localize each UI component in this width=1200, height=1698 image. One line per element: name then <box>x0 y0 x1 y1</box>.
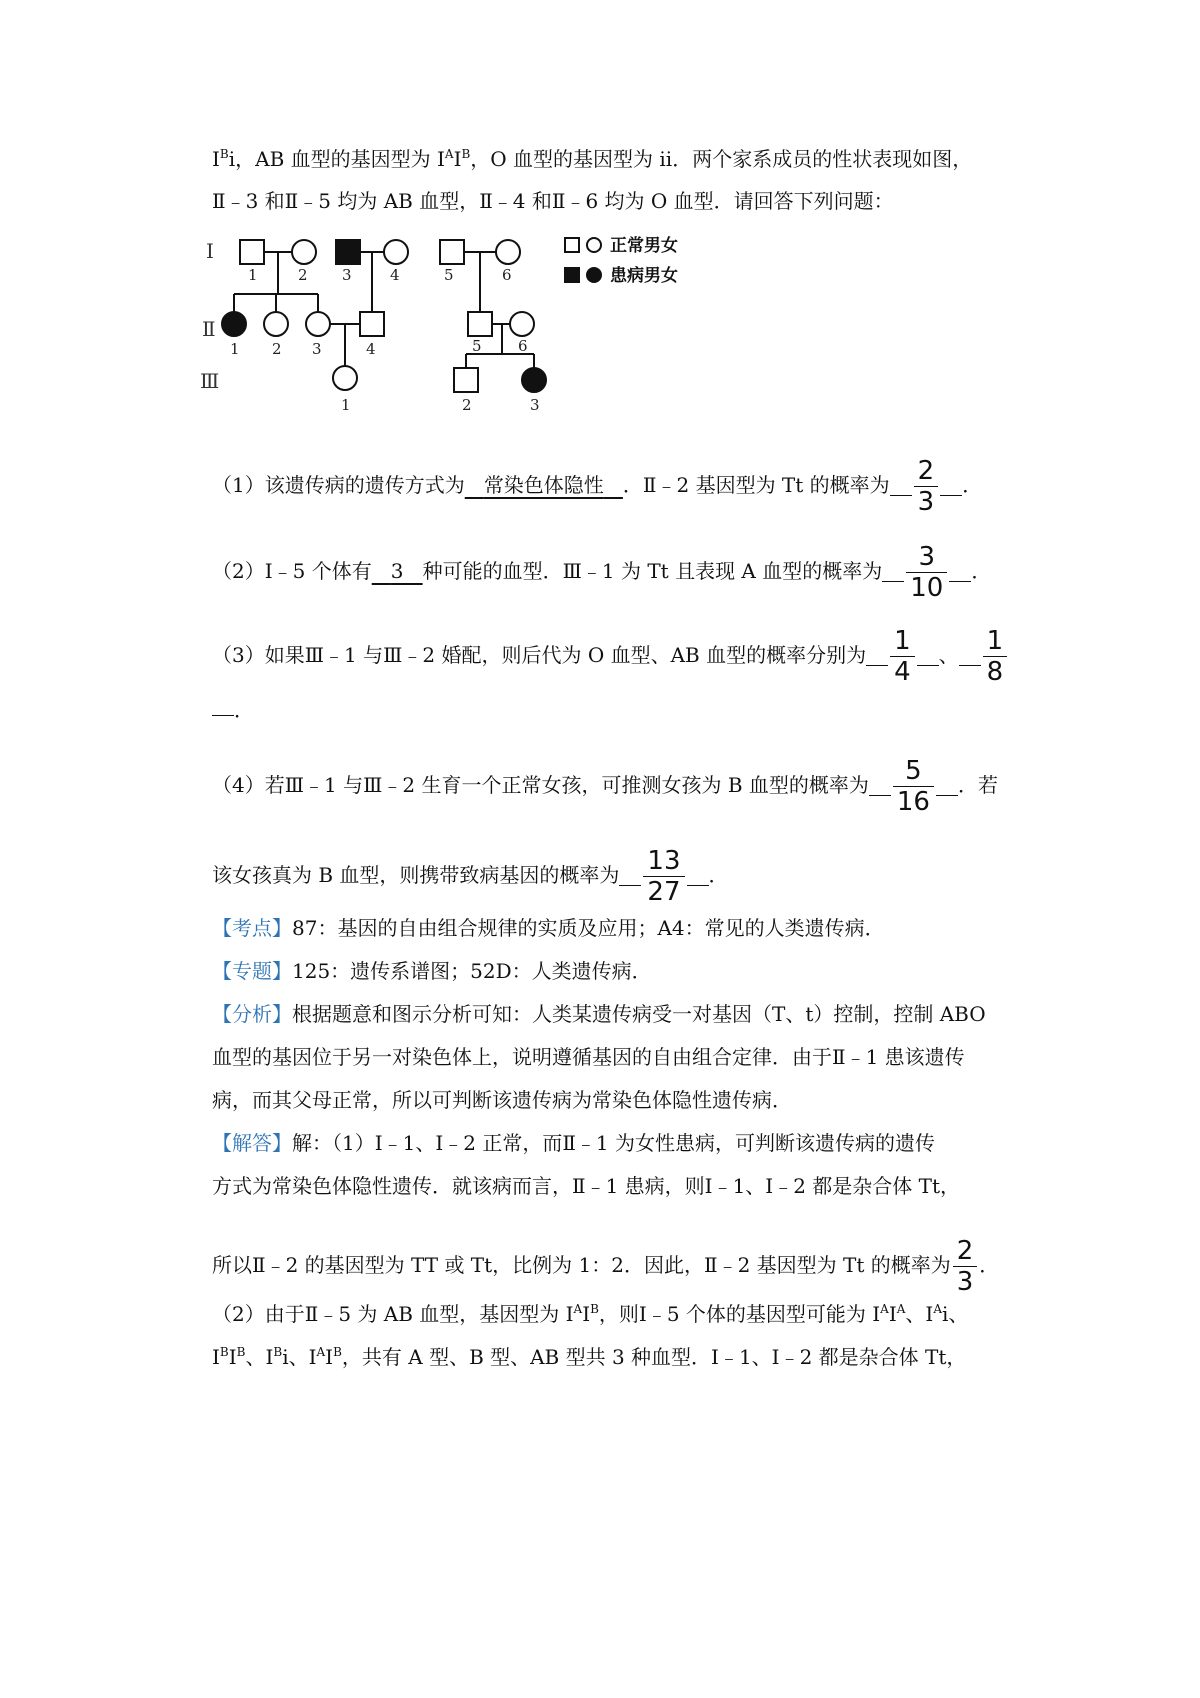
num-II-2: 2 <box>272 340 282 358</box>
question-2 <box>212 542 991 603</box>
underline <box>936 795 958 796</box>
superscript: B <box>273 1345 283 1359</box>
fenxi-line-3: 病，而其父母正常，所以可判断该遗传病为常染色体隐性遗传病． <box>212 1088 792 1112</box>
question-1 <box>212 456 982 517</box>
num-I-1: 1 <box>248 266 258 284</box>
question-3-end <box>212 696 254 724</box>
pedigree-female-affected <box>222 312 246 336</box>
pedigree-female-normal <box>292 240 316 264</box>
pedigree-male-normal <box>440 240 464 264</box>
pedigree-female-normal <box>264 312 288 336</box>
denominator: 16 <box>896 787 930 817</box>
numerator: 5 <box>905 756 922 786</box>
legend-affected-label: 患病男女 <box>610 266 678 286</box>
text: 根据题意和图示分析可知：人类某遗传病受一对基因（T、t）控制，控制 ABO <box>292 1002 986 1026</box>
superscript: A <box>316 1345 326 1359</box>
underline <box>882 581 904 582</box>
text: 、I <box>245 1345 274 1369</box>
superscript: B <box>219 1345 229 1359</box>
underline <box>940 495 962 496</box>
gen-label-3: Ⅲ <box>200 369 220 393</box>
q3-fraction-2 <box>983 626 1008 687</box>
text: ，则Ⅰ﹣5 个体的基因型可能为 I <box>598 1302 881 1326</box>
text: （3）如果Ⅲ﹣1 与Ⅲ﹣2 婚配，则后代为 O 血型、AB 血型的概率分别为 <box>212 643 867 667</box>
jieda-line-3 <box>212 1236 999 1297</box>
superscript: B <box>461 147 471 161</box>
text: （4）若Ⅲ﹣1 与Ⅲ﹣2 生育一个正常女孩，可推测女孩为 B 血型的概率为 <box>212 773 869 797</box>
denominator: 3 <box>917 487 935 517</box>
underline <box>866 665 888 666</box>
num-III-3: 3 <box>530 396 540 414</box>
pedigree-male-affected <box>336 240 360 264</box>
intro-line-1 <box>212 145 972 173</box>
pedigree-female-normal <box>510 312 534 336</box>
num-I-6: 6 <box>502 266 512 284</box>
numerator: 2 <box>917 456 935 486</box>
underline <box>212 715 234 716</box>
fenxi-line-2: 血型的基因位于另一对染色体上，说明遵循基因的自由组合定律．由于Ⅱ﹣1 患该遗传 <box>212 1045 965 1069</box>
text: I <box>325 1345 334 1369</box>
underline <box>687 885 709 886</box>
gen-label-2: Ⅱ <box>202 317 216 341</box>
text: i、I <box>282 1345 317 1369</box>
text: ．若 <box>957 773 998 797</box>
text: ． <box>962 473 983 497</box>
numerator: 3 <box>918 542 936 572</box>
text: ，O 血型的基因型为 ii．两个家系成员的性状表现如图， <box>470 147 973 171</box>
num-III-2: 2 <box>462 396 472 414</box>
superscript: A <box>880 1302 889 1316</box>
jieda-fraction <box>953 1236 978 1297</box>
underline <box>949 581 971 582</box>
underline <box>869 795 891 796</box>
superscript: B <box>236 1345 246 1359</box>
gen-label-1: Ⅰ <box>206 239 214 263</box>
pedigree-male-normal <box>360 312 384 336</box>
kaodian-line <box>212 914 885 942</box>
text: I <box>888 1302 897 1326</box>
numerator: 1 <box>986 626 1004 656</box>
jieda-line-2: 方式为常染色体隐性遗传．就该病而言，Ⅱ﹣1 患病，则Ⅰ﹣1、Ⅰ﹣2 都是杂合体 Tt， <box>212 1174 961 1198</box>
num-III-1: 1 <box>341 396 351 414</box>
question-4-line-2 <box>212 846 729 907</box>
text: 种可能的血型．Ⅲ﹣1 为 Tt 且表现 A 血型的概率为 <box>422 559 883 583</box>
text: （2）Ⅰ﹣5 个体有 <box>212 559 372 583</box>
q2-answer: 3 <box>390 559 404 583</box>
text: 125：遗传系谱图；52D：人类遗传病． <box>292 959 652 983</box>
denominator: 10 <box>910 573 944 603</box>
pedigree-female-normal <box>333 366 357 390</box>
q1-answer: 常染色体隐性 <box>483 473 604 497</box>
q2-fraction <box>906 542 947 603</box>
pedigree-female-affected <box>522 368 546 392</box>
zhuanti-tag: 【专题】 <box>212 959 292 983</box>
underline <box>890 495 912 496</box>
underline <box>619 885 641 886</box>
jieda-line-5 <box>212 1343 966 1371</box>
text: I <box>228 1345 237 1369</box>
num-I-4: 4 <box>390 266 400 284</box>
text: 该女孩真为 B 血型，则携带致病基因的概率为 <box>212 863 620 887</box>
superscript: A <box>573 1302 583 1316</box>
superscript: B <box>590 1302 599 1316</box>
text: ． <box>708 863 729 887</box>
underline <box>917 665 939 666</box>
text: I <box>212 1345 220 1369</box>
pedigree-female-normal <box>496 240 520 264</box>
pedigree-male-normal <box>454 368 478 392</box>
text: I <box>212 147 220 171</box>
num-I-3: 3 <box>342 266 352 284</box>
pedigree-male-normal <box>468 312 492 336</box>
superscript: B <box>219 147 229 161</box>
pedigree-male-normal <box>240 240 264 264</box>
superscript: B <box>333 1345 342 1359</box>
num-II-6: 6 <box>518 337 528 355</box>
num-II-1: 1 <box>230 340 240 358</box>
num-II-4: 4 <box>366 340 376 358</box>
text: I <box>582 1302 591 1326</box>
jieda-line-4 <box>212 1300 968 1328</box>
question-3 <box>212 626 1009 687</box>
jieda-tag: 【解答】 <box>212 1131 292 1155</box>
question-4 <box>212 756 998 817</box>
legend-male-normal-icon <box>565 238 579 252</box>
denominator: 4 <box>894 657 911 687</box>
text: 87：基因的自由组合规律的实质及应用；A4：常见的人类遗传病． <box>292 916 885 940</box>
pedigree-female-normal <box>384 240 408 264</box>
q2-answer-blank <box>372 557 423 585</box>
pedigree-diagram <box>200 230 760 445</box>
denominator: 27 <box>647 877 681 907</box>
denominator: 8 <box>986 657 1004 687</box>
text: 解：（1）Ⅰ﹣1、Ⅰ﹣2 正常，而Ⅱ﹣1 为女性患病，可判断该遗传病的遗传 <box>292 1131 936 1155</box>
kaodian-tag: 【考点】 <box>212 916 292 940</box>
q3-fraction-1 <box>890 626 915 687</box>
num-I-5: 5 <box>444 266 454 284</box>
q1-fraction <box>914 456 939 517</box>
text: i、 <box>942 1302 969 1326</box>
legend-female-affected-icon <box>587 268 601 282</box>
jieda-line-1 <box>212 1129 935 1157</box>
numerator: 13 <box>647 846 681 876</box>
text: ． <box>234 698 254 722</box>
numerator: 2 <box>956 1236 974 1266</box>
text: ． <box>979 1253 1000 1277</box>
superscript: A <box>444 147 454 161</box>
legend-male-affected-icon <box>565 268 579 282</box>
denominator: 3 <box>956 1267 974 1297</box>
text: 、 <box>938 643 959 667</box>
underline <box>959 665 981 666</box>
q1-answer-blank <box>465 471 623 499</box>
num-II-5: 5 <box>472 337 482 355</box>
superscript: A <box>933 1302 942 1316</box>
superscript: A <box>896 1302 906 1316</box>
intro-line-2: Ⅱ﹣3 和Ⅱ﹣5 均为 AB 血型，Ⅱ﹣4 和Ⅱ﹣6 均为 O 血型．请回答下列问题： <box>212 189 894 213</box>
num-II-3: 3 <box>312 340 322 358</box>
text: ． <box>971 559 992 583</box>
text: ，共有 A 型、B 型、AB 型共 3 种血型．Ⅰ﹣1、Ⅰ﹣2 都是杂合体 Tt， <box>341 1345 967 1369</box>
q4-fraction-2 <box>643 846 684 907</box>
num-I-2: 2 <box>298 266 308 284</box>
pedigree-female-normal <box>306 312 330 336</box>
text: 所以Ⅱ﹣2 的基因型为 TT 或 Tt，比例为 1：2．因此，Ⅱ﹣2 基因型为 Tt 的概率为 <box>212 1253 951 1277</box>
text: i，AB 血型的基因型为 I <box>228 147 445 171</box>
fenxi-line-1 <box>212 1000 986 1028</box>
text: 、I <box>905 1302 934 1326</box>
text: ．Ⅱ﹣2 基因型为 Tt 的概率为 <box>622 473 890 497</box>
legend-normal-label: 正常男女 <box>610 236 678 256</box>
legend-female-normal-icon <box>587 238 601 252</box>
q4-fraction-1 <box>893 756 934 817</box>
fenxi-tag: 【分析】 <box>212 1002 292 1026</box>
zhuanti-line <box>212 957 652 985</box>
text: I <box>453 147 462 171</box>
numerator: 1 <box>894 626 911 656</box>
text: （1）该遗传病的遗传方式为 <box>212 473 465 497</box>
text: （2）由于Ⅱ﹣5 为 AB 血型，基因型为 I <box>212 1302 574 1326</box>
